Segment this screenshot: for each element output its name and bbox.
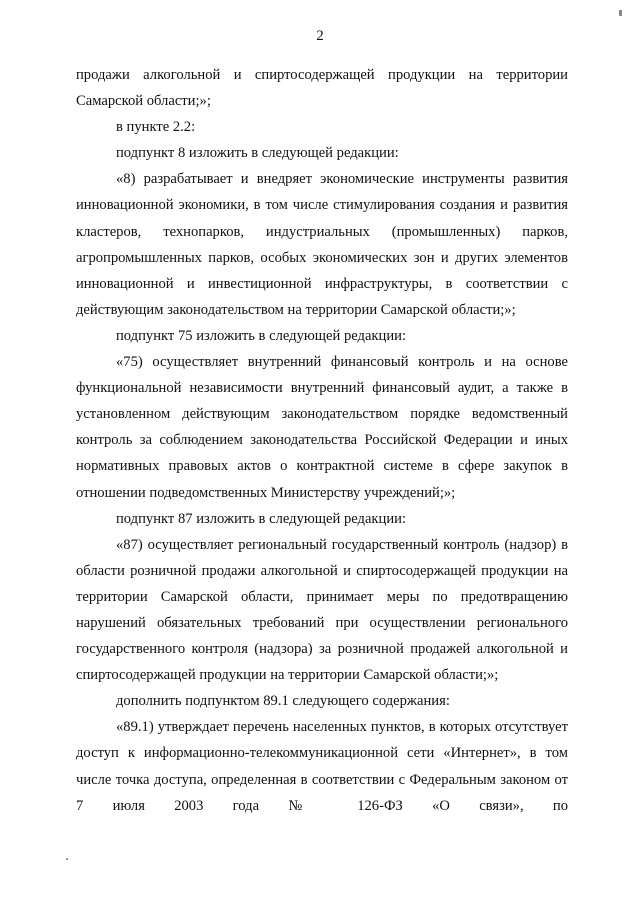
page-number: 2 [316, 28, 324, 44]
paragraph-subclause-87-intro: подпункт 87 изложить в следующей редакции: [116, 510, 407, 527]
paragraph-subclause-75-intro: подпункт 75 изложить в следующей редакции: [116, 327, 407, 344]
scan-mark [619, 10, 622, 16]
paragraph-subclause-89-1-text: «89.1) утверждает перечень населенных пунктов, в которых отсутствует доступ к информационно-телекоммуникационной сети «Интернет», в том числе точка доступа, определенная в соответствии с Федеральным законом от 7 июля 2003 года № 126-ФЗ «О связи», по [76, 719, 568, 814]
document-body [76, 62, 568, 819]
paragraph-subclause-87-text: «87) осуществляет региональный государственный контроль (надзор) в области розничной продажи алкогольной и спиртосодержащей продукции на территории Самарской области, принимает меры по предотвращению нарушений обязательных требований при осуществлении регионального государственного контроля (надзора) за розничной продажей алкогольной и спиртосодержащей продукции на территории Самарской области;»; [76, 536, 568, 684]
paragraph-subclause-8-text: «8) разрабатывает и внедряет экономические инструменты развития инновационной экономики, в том числе стимулирования создания и развития кластеров, технопарков, индустриальных (промышленных) парков, агропромышленных парков, особых экономических зон и других элементов инновационной и инвестиционной инфраструктуры, в соответствии с действующим законодательством на территории Самарской области;»; [76, 171, 568, 318]
paragraph-subclause-89-1-intro: дополнить подпунктом 89.1 следующего содержания: [116, 693, 450, 710]
paragraph-subclause-75-text: «75) осуществляет внутренний финансовый контроль и на основе функциональной независимости внутренний финансовый аудит, а также в установленном действующим законодательством порядке ведомственный контроль за соблюдением законодательства Российской Федерации и иных нормативных правовых актов о контрактной системе в сфере закупок в отношении подведомственных Министерству учреждений;»; [76, 354, 568, 501]
paragraph-subclause-8-intro: подпункт 8 изложить в следующей редакции: [116, 145, 399, 162]
scan-dot [66, 858, 68, 860]
paragraph-clause-2-2: в пункте 2.2: [116, 119, 196, 136]
paragraph-continuation: продажи алкогольной и спиртосодержащей продукции на территории Самарской области;»; [76, 67, 568, 110]
